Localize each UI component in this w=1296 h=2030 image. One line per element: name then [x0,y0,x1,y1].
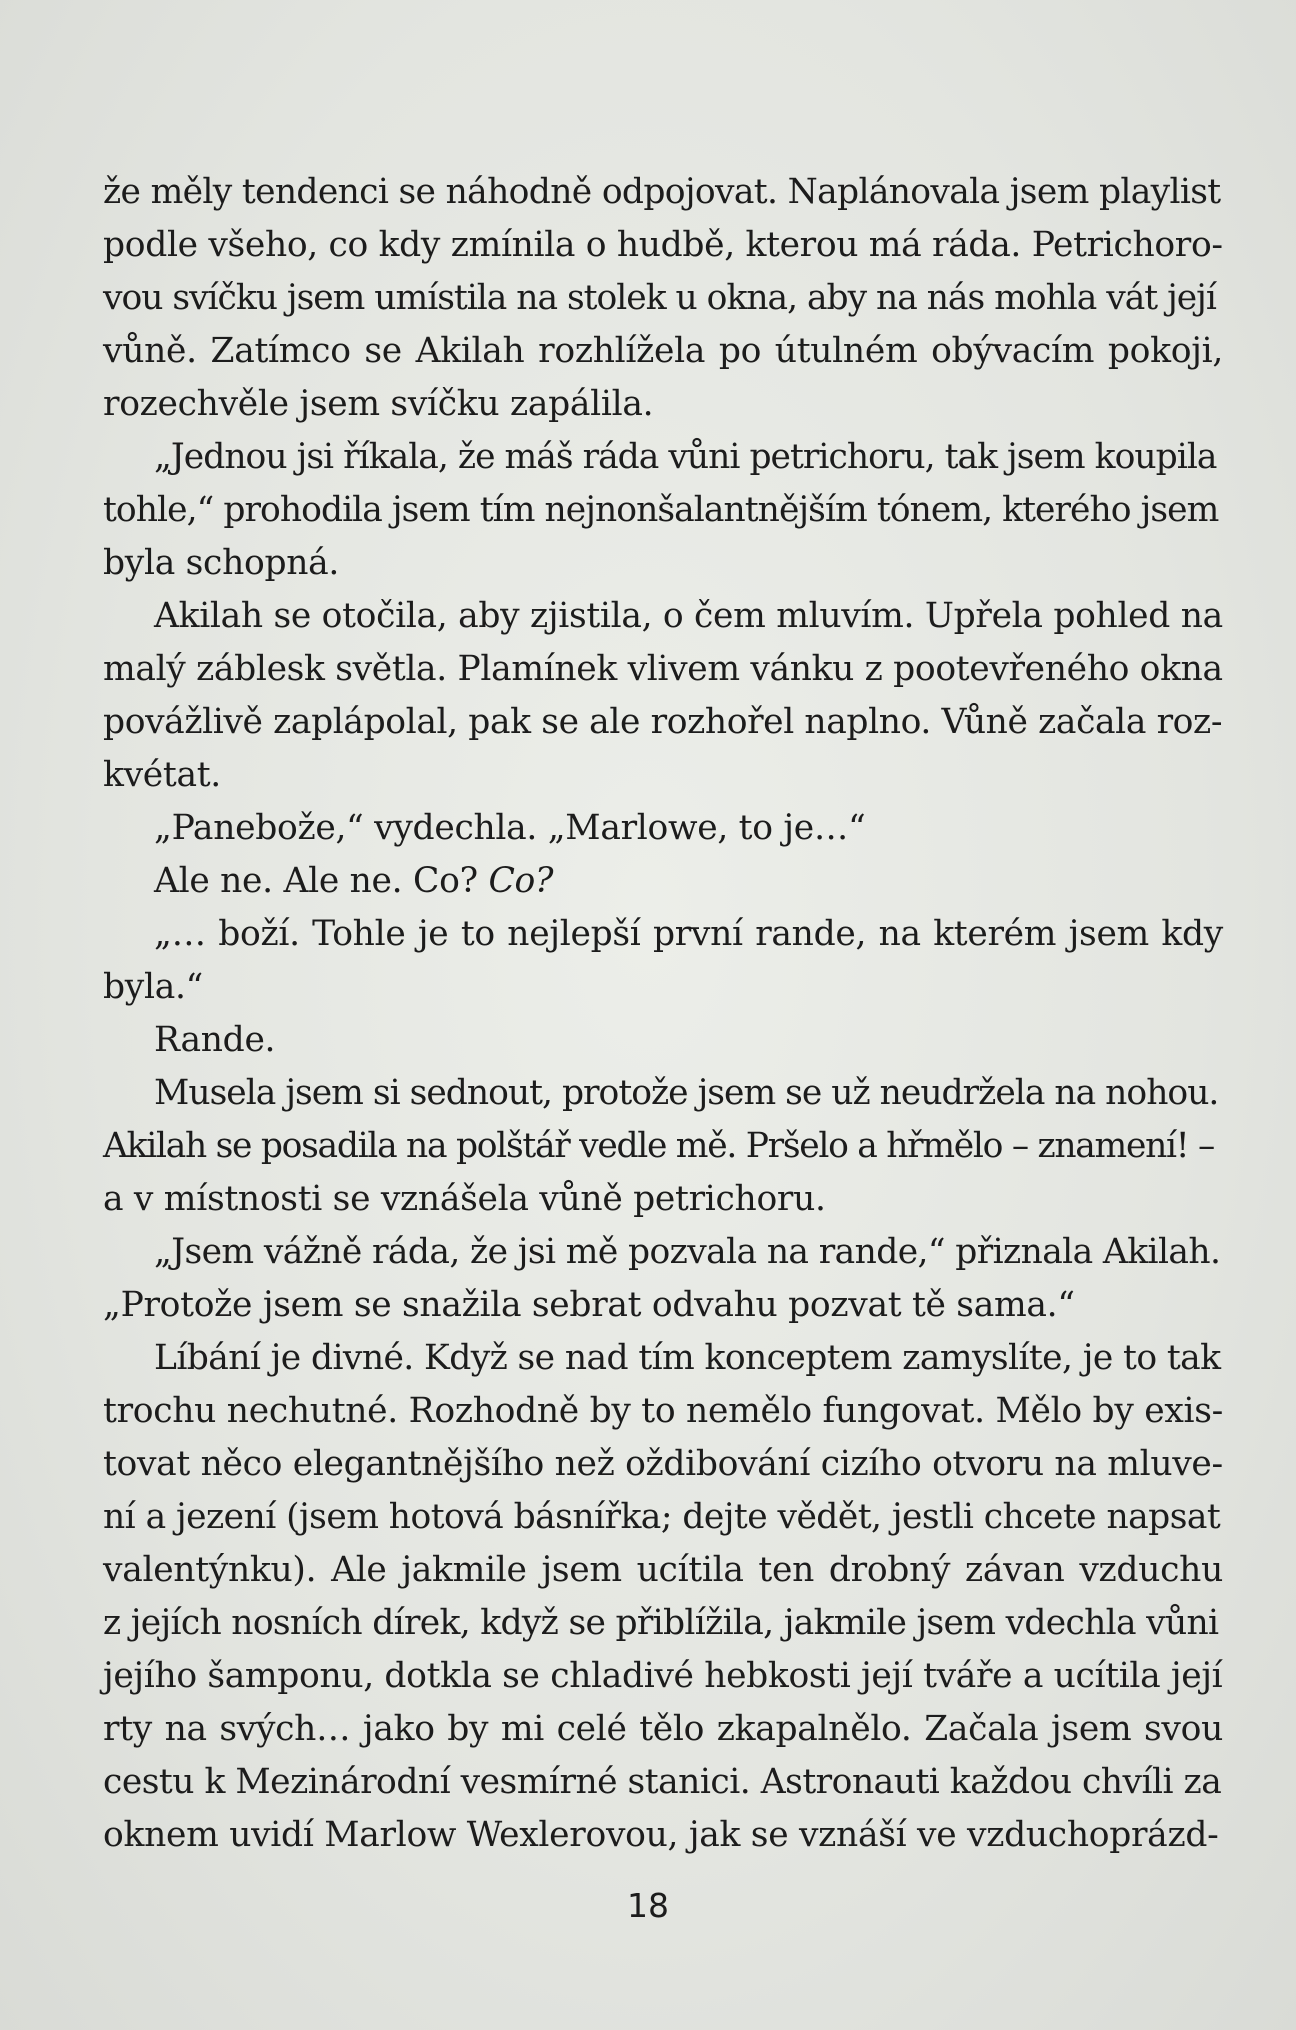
text-line-content: ní a jezení (jsem hotová básnířka; dejte vědět, jestli chcete napsat [103,1497,1221,1537]
text-line-content: „Protože jsem se snažila sebrat odvahu pozvat tě sama.“ [103,1285,1075,1325]
text-line [103,643,1223,696]
text-line [103,484,1223,537]
text-line-content: malý záblesk světla. Plamínek vlivem vánku z pootevřeného okna [103,649,1223,689]
text-line [103,1067,1223,1120]
text-line-content: vůně. Zatímco se Akilah rozhlížela po útulném obývacím pokoji, [103,331,1223,371]
text-line-content: z jejích nosních dírek, když se přiblížila, jakmile jsem vdechla vůni [103,1603,1219,1643]
text-line [103,855,1223,908]
text-line-content: „Jsem vážně ráda, že jsi mě pozvala na rande,“ přiznala Akilah. [154,1232,1221,1272]
text-line [103,537,1223,590]
text-line-content: byla schopná. [103,543,340,583]
text-line-content: rty na svých… jako by mi celé tělo zkapalnělo. Začala jsem svou [103,1709,1223,1749]
text-line-content: cestu k Mezinárodní vesmírné stanici. Astronauti každou chvíli za [103,1762,1222,1802]
body-text [103,166,1223,1862]
text-line [103,908,1223,961]
text-line [103,1756,1223,1809]
text-line-content: oknem uvidí Marlow Wexlerovou, jak se vznáší ve vzduchoprázd- [103,1815,1219,1855]
text-line [103,1491,1223,1544]
text-line-content: vou svíčku jsem umístila na stolek u okna, aby na nás mohla vát její [103,278,1216,318]
text-line-content: Akilah se posadila na polštář vedle mě. Pršelo a hřmělo – znamení! – [103,1126,1215,1166]
text-line-content: rozechvěle jsem svíčku zapálila. [103,384,654,424]
text-line [103,961,1223,1014]
text-line [103,325,1223,378]
text-line [103,272,1223,325]
text-line [103,802,1223,855]
text-line [103,1120,1223,1173]
text-line [103,1226,1223,1279]
text-line [103,431,1223,484]
text-line [103,696,1223,749]
text-line-content: „Jednou jsi říkala, že máš ráda vůni petrichoru, tak jsem koupila [154,437,1217,477]
text-line-content: „… boží. Tohle je to nejlepší první rande, na kterém jsem kdy [154,914,1223,954]
page-number: 18 [627,1886,669,1925]
text-line-content: valentýnku). Ale jakmile jsem ucítila ten drobný závan vzduchu [103,1550,1223,1590]
text-line [103,749,1223,802]
text-line-content: byla.“ [103,967,203,1007]
text-line-content: Ale ne. Ale ne. Co? [154,861,489,901]
text-line [103,1438,1223,1491]
text-line-content: a v místnosti se vznášela vůně petrichoru. [103,1179,826,1219]
text-line [103,1332,1223,1385]
text-line-content: jejího šamponu, dotkla se chladivé hebkosti její tváře a ucítila její [103,1656,1223,1696]
text-line [103,1703,1223,1756]
text-line-content: „Panebože,“ vydechla. „Marlowe, to je…“ [154,808,866,848]
text-line [103,1279,1223,1332]
text-line [103,1014,1223,1067]
text-line-content: Rande. [154,1020,276,1060]
text-line [103,1544,1223,1597]
text-line [103,219,1223,272]
text-line [103,590,1223,643]
text-line-content: Musela jsem si sednout, protože jsem se už neudržela na nohou. [154,1073,1219,1113]
text-line [103,378,1223,431]
text-line-content: Akilah se otočila, aby zjistila, o čem mluvím. Upřela pohled na [154,596,1223,636]
text-line-italic: Co? [488,861,554,901]
text-line [103,1385,1223,1438]
text-line-content: podle všeho, co kdy zmínila o hudbě, kterou má ráda. Petrichoro- [103,225,1223,265]
text-line-content: kvétat. [103,755,221,795]
text-line-content: trochu nechutné. Rozhodně by to nemělo fungovat. Mělo by exis- [103,1391,1223,1431]
text-line-content: že měly tendenci se náhodně odpojovat. Naplánovala jsem playlist [103,172,1221,212]
text-line-content: povážlivě zaplápolal, pak se ale rozhořel naplno. Vůně začala roz- [103,702,1223,742]
text-line-content: tohle,“ prohodila jsem tím nejnonšalantnějším tónem, kterého jsem [103,490,1219,530]
text-line-content: tovat něco elegantnějšího než oždibování cizího otvoru na mluve- [103,1444,1223,1484]
text-line [103,1173,1223,1226]
text-line [103,166,1223,219]
text-line [103,1650,1223,1703]
text-line [103,1809,1223,1862]
text-line-content: Líbání je divné. Když se nad tím konceptem zamyslíte, je to tak [154,1338,1221,1378]
text-line [103,1597,1223,1650]
